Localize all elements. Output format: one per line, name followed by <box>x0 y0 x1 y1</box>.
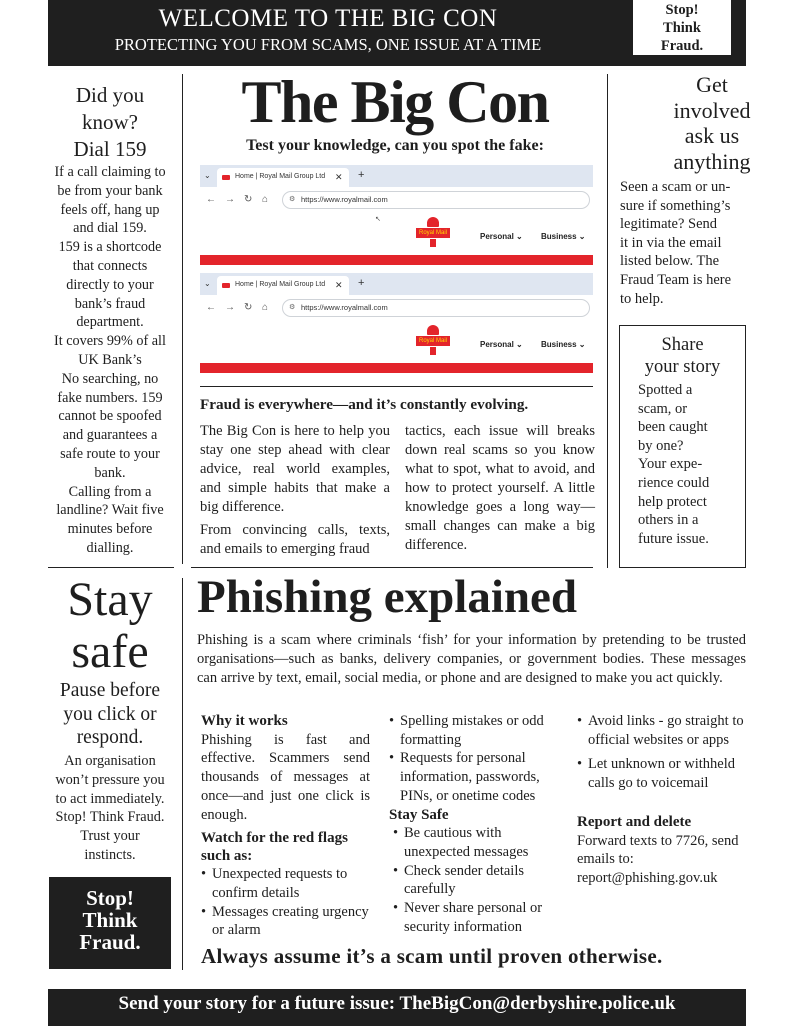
address-bar <box>282 191 590 209</box>
did-you-know-title <box>48 82 172 163</box>
subtitle-line: Pause before <box>59 680 161 701</box>
tab-title: Home | Royal Mail Group Ltd <box>235 173 326 180</box>
body-line: Seen a scam or un- <box>620 179 731 195</box>
royal-mail-logo <box>416 325 450 356</box>
body-line: rience could <box>638 474 710 491</box>
title-line: Did you <box>75 83 145 107</box>
body-line: department. <box>76 314 144 331</box>
body-line: others in a <box>638 512 699 529</box>
body-line: bank’s fraud <box>74 295 146 312</box>
browser-example-fake <box>200 273 593 373</box>
body-line: Trust your <box>80 828 140 845</box>
stay-safe-body <box>47 752 173 865</box>
body-line: Calling from a <box>68 483 152 500</box>
menu-item-business: Business ⌄ <box>541 340 586 349</box>
column-divider <box>607 74 608 568</box>
list-item: • Messages creating urgency or alarm <box>201 903 370 940</box>
body-line: cannot be spoofed <box>58 408 162 425</box>
get-involved-body <box>620 178 746 308</box>
badge-line: Stop! <box>665 2 699 18</box>
paragraph: The Big Con is here to help you stay one step ahead with clear advice, real world examples, and simple habits that make a big difference. <box>200 423 390 515</box>
body-line: to act immediately. <box>55 790 165 807</box>
section-divider <box>191 567 593 568</box>
browser-tab <box>217 168 349 187</box>
phishing-title: Phishing explained <box>197 571 578 623</box>
body-line: it in via the email <box>620 234 722 251</box>
title-line: Stay <box>67 573 153 626</box>
get-involved-heading <box>613 72 793 174</box>
body-line: bank. <box>94 464 126 481</box>
badge-line: Think <box>82 908 138 932</box>
header-subtitle: PROTECTING YOU FROM SCAMS, ONE ISSUE AT A TIME <box>114 35 542 54</box>
body-line: that connects <box>72 257 148 274</box>
title-line: know? <box>82 110 138 134</box>
phishing-column-3 <box>577 712 749 888</box>
body-line: dialling. <box>86 539 134 556</box>
body-line: If a call claiming to <box>54 164 166 180</box>
list-item: • Requests for personal information, passwords, PINs, or onetime codes <box>389 749 559 805</box>
chevron-down-icon: ⌄ <box>204 279 211 288</box>
title-line: anything <box>673 148 751 174</box>
crown-icon <box>427 325 439 335</box>
title-line: Get <box>696 72 728 97</box>
title-line: involved <box>673 97 751 123</box>
forward-arrow-icon: → <box>225 194 235 205</box>
phishing-column-2 <box>389 712 559 936</box>
body-line: Stop! Think Fraud. <box>55 809 165 826</box>
footer-banner: Send your story for a future issue: TheBigCon@derbyshire.police.uk <box>48 989 746 1026</box>
body-line: and dial 159. <box>73 220 147 237</box>
fraud-column-1 <box>200 422 390 559</box>
report-heading: Report and delete <box>577 813 692 830</box>
browser-example-genuine <box>200 165 593 265</box>
body-line: and guarantees a <box>62 427 158 444</box>
menu-item-personal: Personal ⌄ <box>480 340 523 349</box>
body-line: 159 is a shortcode <box>58 239 162 256</box>
share-story-title <box>619 334 746 378</box>
badge-line: Fraud. <box>79 930 141 954</box>
list-item: • Be cautious with unexpected messages <box>393 824 559 861</box>
body-line: sure if something’s <box>620 197 731 214</box>
red-flags-heading: Watch for the red flags such as: <box>201 830 348 865</box>
stop-think-fraud-badge <box>631 0 733 57</box>
reload-icon: ↻ <box>244 302 253 313</box>
stay-safe-title <box>48 574 172 678</box>
close-icon: ✕ <box>335 280 343 290</box>
favicon-icon <box>222 283 230 288</box>
header-title: WELCOME TO THE BIG CON <box>158 5 498 32</box>
close-icon: ✕ <box>335 172 343 182</box>
body-line: instincts. <box>84 846 136 863</box>
browser-tab <box>217 276 349 295</box>
body-line: be from your bank <box>57 182 163 199</box>
body-line: directly to your <box>66 276 154 293</box>
url-text: https://www.royalmail.com <box>301 195 388 204</box>
stay-safe-subtitle <box>48 679 172 750</box>
paragraph: tactics, each issue will breaks down real scams so you know what to spot, what to avoid, and how to protect yourself. A little knowledge goes a long way—small changes can make a big difference. <box>405 423 595 553</box>
title-line: your story <box>644 357 721 377</box>
tab-title: Home | Royal Mail Group Ltd <box>235 281 326 288</box>
phishing-column-1 <box>201 712 370 940</box>
did-you-know-body <box>46 163 174 558</box>
closing-statement: Always assume it’s a scam until proven otherwise. <box>201 944 663 968</box>
body-line: UK Bank’s <box>78 351 142 368</box>
fraud-column-2 <box>405 422 595 555</box>
stay-safe-list <box>393 824 559 936</box>
body-line: legitimate? Send <box>620 216 718 233</box>
why-it-works-body: Phishing is fast and effective. Scammers send thousands of messages at once—and just one click is enough. <box>201 731 370 823</box>
body-line: minutes before <box>67 521 153 538</box>
body-line: An organisation <box>64 753 156 769</box>
tab-bar <box>200 165 593 187</box>
body-line: to help. <box>620 290 664 307</box>
body-line: feels off, hang up <box>60 201 160 218</box>
why-it-works-heading: Why it works <box>201 713 288 729</box>
body-line: landline? Wait five <box>56 502 164 519</box>
url-text: https://www.royalmall.com <box>301 303 388 312</box>
quiz-question: Test your knowledge, can you spot the fake: <box>246 137 544 154</box>
logo-pin <box>430 239 436 247</box>
body-line: scam, or <box>638 400 688 417</box>
cursor-icon: ↖ <box>375 216 381 223</box>
menu-item-business: Business ⌄ <box>541 232 586 241</box>
page-content <box>200 213 593 255</box>
body-line: No searching, no <box>61 370 159 387</box>
body-line: future issue. <box>638 530 709 547</box>
paragraph: From convincing calls, texts, and emails to emerging fraud <box>200 522 390 557</box>
fraud-heading: Fraud is everywhere—and it’s constantly evolving. <box>200 396 529 413</box>
share-story-body <box>638 381 738 548</box>
report-body: Forward texts to 7726, send emails to: report@phishing.gov.uk <box>577 832 739 886</box>
body-line: won’t pressure you <box>55 771 165 788</box>
home-icon: ⌂ <box>262 194 269 205</box>
plus-icon: + <box>358 277 365 289</box>
stay-safe-heading: Stay Safe <box>389 806 449 823</box>
site-info-icon: ⚙ <box>289 196 296 203</box>
list-item: • Check sender details carefully <box>393 862 559 899</box>
section-divider <box>48 567 174 568</box>
plus-icon: + <box>358 169 365 181</box>
list-item: • Avoid links - go straight to official websites or apps <box>577 712 749 749</box>
subtitle-line: you click or <box>63 703 157 725</box>
body-line: Fraud Team is here <box>620 271 732 288</box>
logo-pin <box>430 347 436 355</box>
badge-line: Think <box>663 20 701 36</box>
title-line: Dial 159 <box>73 137 147 161</box>
body-line: been caught <box>638 419 708 436</box>
nav-bar <box>200 187 593 213</box>
tab-bar <box>200 273 593 295</box>
red-flags-list <box>201 865 370 940</box>
crown-icon <box>427 217 439 227</box>
logo-text: Royal Mail <box>416 336 450 346</box>
list-item: • Let unknown or withheld calls go to voicemail <box>577 755 749 792</box>
title-line: ask us <box>684 123 740 148</box>
royal-mail-logo <box>416 217 450 248</box>
body-line: safe route to your <box>60 445 160 462</box>
list-item: • Unexpected requests to confirm details <box>201 865 370 902</box>
red-banner <box>200 363 593 373</box>
list-item: • Spelling mistakes or odd formatting <box>389 712 559 749</box>
home-icon: ⌂ <box>262 302 269 313</box>
menu-item-personal: Personal ⌄ <box>480 232 523 241</box>
body-line: listed below. The <box>620 253 720 270</box>
subtitle-line: respond. <box>76 727 144 748</box>
address-bar <box>282 299 590 317</box>
page-content <box>200 321 593 363</box>
red-flags-list <box>389 712 559 806</box>
column-divider <box>182 74 183 564</box>
forward-arrow-icon: → <box>225 302 235 313</box>
body-line: by one? <box>638 437 684 454</box>
column-divider <box>182 578 183 970</box>
list-item: • Never share personal or security information <box>393 899 559 936</box>
chevron-down-icon: ⌄ <box>204 171 211 180</box>
body-line: Your expe- <box>638 456 703 473</box>
title-line: safe <box>71 625 149 678</box>
back-arrow-icon: ← <box>206 302 216 313</box>
site-info-icon: ⚙ <box>289 304 296 311</box>
stop-think-fraud-badge <box>49 877 171 969</box>
favicon-icon <box>222 175 230 180</box>
badge-line: Stop! <box>86 886 134 910</box>
section-divider <box>200 386 593 387</box>
badge-line: Fraud. <box>660 38 704 54</box>
masthead-title: The Big Con <box>241 69 549 135</box>
body-line: Spotted a <box>638 382 693 398</box>
logo-text: Royal Mail <box>416 228 450 238</box>
stay-safe-list <box>577 712 749 793</box>
back-arrow-icon: ← <box>206 194 216 205</box>
body-line: help protect <box>638 493 707 510</box>
red-banner <box>200 255 593 265</box>
reload-icon: ↻ <box>244 194 253 205</box>
title-line: Share <box>661 335 704 355</box>
body-line: fake numbers. 159 <box>57 389 163 406</box>
phishing-intro: Phishing is a scam where criminals ‘fish’ for your information by pretending to be trusted organisations—such as banks, delivery companies, or government bodies. These messages can arrive by text, email, social media, or phone and are designed to make you act quickly. <box>197 632 746 686</box>
body-line: It covers 99% of all <box>54 333 166 350</box>
nav-bar <box>200 295 593 321</box>
